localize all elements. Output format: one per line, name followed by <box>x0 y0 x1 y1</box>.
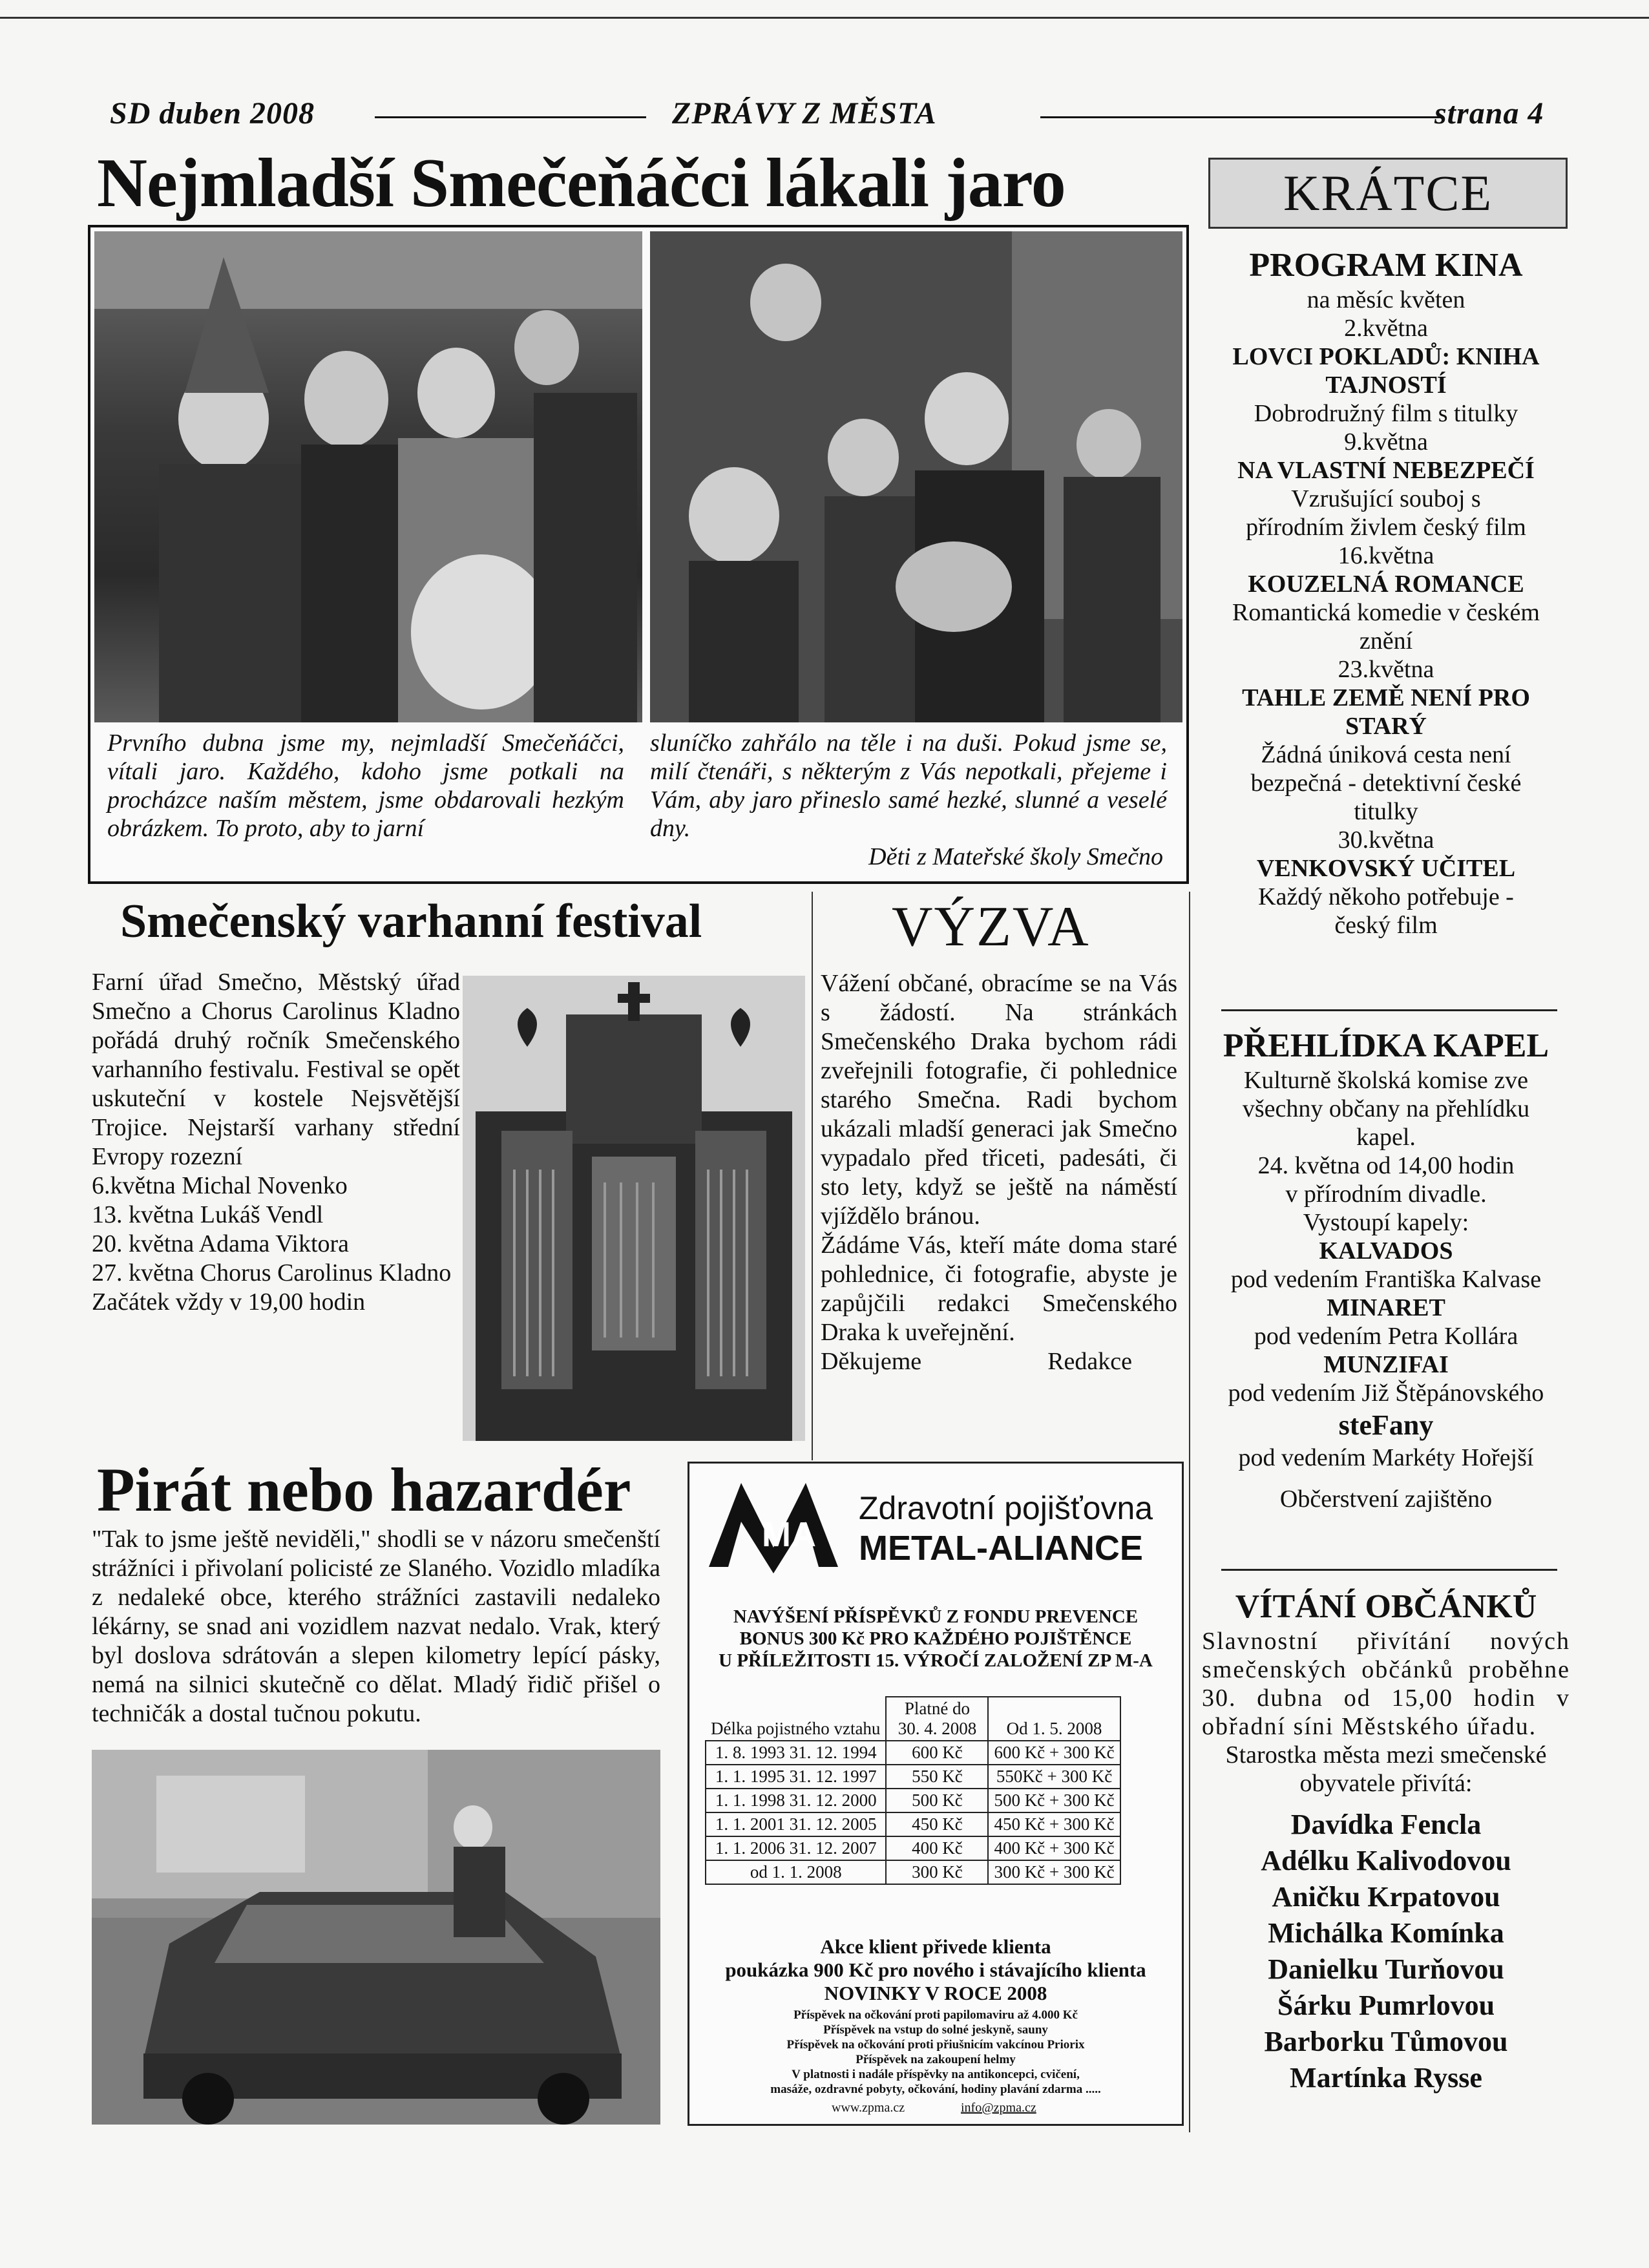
caption-left: Prvního dubna jsme my, nejmladší Smečeňáčci, vítali jaro. Každého, kdoho jsme potkali na procházce naším městem, jsme obdarovali hezkým obrázkem. To proto, aby to jarní <box>107 730 624 842</box>
bands-when: 24. května od 14,00 hodin <box>1257 1152 1515 1179</box>
children-photo-right <box>650 231 1182 722</box>
cinema-item <box>1202 655 1570 826</box>
vyzva-text <box>821 969 1177 1376</box>
main-article-title: Nejmladší Smečeňáčci lákali jaro <box>97 145 1066 222</box>
company-brand: METAL-ALIANCE <box>859 1529 1143 1568</box>
table-row <box>706 1812 1120 1836</box>
ad-promo-line: poukázka 900 Kč pro nového i stávajícího klienta <box>725 1958 1146 1981</box>
band-name: steFany <box>1338 1409 1434 1441</box>
ad-news-item: Příspěvek na vstup do solné jeskyně, sauny <box>823 2023 1048 2037</box>
sidebar-column-rule <box>1189 892 1190 2132</box>
header-section: ZPRÁVY Z MĚSTA <box>672 96 937 131</box>
bands-intro: Kulturně školská komise zve všechny občany na přehlídku kapel. <box>1242 1067 1530 1151</box>
baby-name: Aničku Krpatovou <box>1272 1881 1500 1913</box>
festival-date: 20. května Adama Viktora <box>92 1230 350 1257</box>
cinema-date: 9.května <box>1344 428 1428 456</box>
ad-website[interactable]: www.zpma.cz <box>832 2101 905 2115</box>
header-rule-left <box>375 116 646 118</box>
band-name: MUNZIFAI <box>1323 1351 1449 1378</box>
ad-email[interactable]: info@zpma.cz <box>961 2101 1036 2115</box>
cinema-desc: Dobrodružný film s titulky <box>1254 400 1518 427</box>
baby-name: Martínka Rysse <box>1290 2062 1482 2094</box>
organ-photo <box>463 976 805 1441</box>
pirat-text: "Tak to jsme ještě neviděli," shodli se v názoru smečenští strážníci i přivolaní policisté ze Slaného. Vozidlo mladíka z nedaleké obce, kterého strážníci zastavili nedaleko lékárny, se snad ani vozidlem nazvat nedalo. Vrak, který byl doslova sdrátován a slepen kilometry lepící pásky, nemá na silnici skutečně co dělat. Mladý řidič přišel o techničák a dostal tučnou pokutu. <box>92 1526 660 1727</box>
table-cell: 550 Kč <box>886 1765 988 1789</box>
band-showcase <box>1202 1026 1570 1513</box>
ad-news-item: V platnosti i nadále příspěvky na antikoncepci, cvičení, <box>792 2068 1080 2081</box>
ad-promo <box>689 1935 1182 2005</box>
welcome-title: VÍTÁNÍ OBČÁNKŮ <box>1235 1588 1537 1625</box>
table-row <box>706 1765 1120 1789</box>
main-article-box <box>88 225 1189 884</box>
ad-news-item: masáže, ozdravné pobyty, očkování, hodiny plavání zdarma ..... <box>770 2083 1101 2096</box>
ad-headline <box>689 1606 1182 1672</box>
welcome-intro: Starostka města mezi smečenské obyvatele přivítá: <box>1225 1741 1547 1797</box>
pirat-title: Pirát nebo hazardér <box>97 1455 631 1524</box>
bands-where: v přírodním divadle. <box>1285 1181 1487 1208</box>
table-cell: 1. 1. 1995 31. 12. 1997 <box>706 1765 886 1789</box>
table-row <box>706 1741 1120 1765</box>
ad-news-item: Příspěvek na očkování proti papilomaviru až 4.000 Kč <box>793 2008 1078 2022</box>
baby-name: Danielku Turňovou <box>1268 1953 1504 1985</box>
page-top-rule <box>0 17 1649 19</box>
table-row <box>706 1789 1120 1812</box>
cinema-desc: Romantická komedie v českém znění <box>1232 599 1540 655</box>
cinema-film: NA VLASTNÍ NEBEZPEČÍ <box>1237 457 1535 484</box>
table-header-cell: Délka pojistného vztahu <box>706 1697 886 1741</box>
table-cell: 450 Kč + 300 Kč <box>988 1812 1120 1836</box>
band-name: MINARET <box>1327 1294 1445 1321</box>
table-header-cell: Od 1. 5. 2008 <box>988 1697 1120 1741</box>
festival-date: 13. května Lukáš Vendl <box>92 1201 324 1228</box>
cinema-date: 30.května <box>1338 826 1434 854</box>
insurance-logo <box>702 1476 845 1573</box>
table-cell: 550Kč + 300 Kč <box>988 1765 1120 1789</box>
baby-name: Davídka Fencla <box>1290 1809 1482 1840</box>
table-cell: od 1. 1. 2008 <box>706 1860 886 1884</box>
table-header-row <box>706 1697 1120 1741</box>
table-cell: 500 Kč <box>886 1789 988 1812</box>
baby-welcome <box>1202 1587 1570 2096</box>
cinema-item <box>1202 826 1570 940</box>
cinema-item <box>1202 428 1570 541</box>
ad-headline-line: BONUS 300 Kč PRO KAŽDÉHO POJIŠTĚNCE <box>739 1628 1132 1649</box>
cinema-subtitle: na měsíc květen <box>1307 286 1465 313</box>
wrecked-car-photo <box>92 1750 660 2125</box>
bands-perform: Vystoupí kapely: <box>1303 1209 1469 1236</box>
header-rule-right <box>1040 116 1441 118</box>
table-row <box>706 1836 1120 1860</box>
bands-refreshment: Občerstvení zajištěno <box>1279 1486 1493 1513</box>
ad-headline-line: NAVÝŠENÍ PŘÍSPĚVKŮ Z FONDU PREVENCE <box>733 1606 1139 1627</box>
table-cell: 400 Kč <box>886 1836 988 1860</box>
cinema-desc: Vzrušující souboj s přírodním živlem český film <box>1246 485 1526 541</box>
caption-signature: Děti z Mateřské školy Smečno <box>868 843 1163 870</box>
vyzva-thanks: Děkujeme <box>821 1348 922 1375</box>
header-page: strana 4 <box>1434 96 1544 131</box>
table-cell: 500 Kč + 300 Kč <box>988 1789 1120 1812</box>
table-cell: 1. 1. 1998 31. 12. 2000 <box>706 1789 886 1812</box>
baby-name: Šárku Pumrlovou <box>1277 1990 1495 2021</box>
cinema-film: KOUZELNÁ ROMANCE <box>1248 571 1524 598</box>
ad-promo-line: Akce klient přivede klienta <box>820 1935 1051 1958</box>
table-cell: 450 Kč <box>886 1812 988 1836</box>
sidebar-title: KRÁTCE <box>1208 158 1568 229</box>
ad-news-item: Příspěvek na zakoupení helmy <box>856 2053 1016 2066</box>
sidebar-divider <box>1221 1569 1557 1571</box>
table-cell: 600 Kč <box>886 1741 988 1765</box>
cinema-date: 16.května <box>1338 542 1434 569</box>
ad-headline-line: U PŘÍLEŽITOSTI 15. VÝROČÍ ZALOŽENÍ ZP M-A <box>719 1650 1153 1671</box>
baby-name: Adélku Kalivodovou <box>1261 1845 1511 1876</box>
table-cell: 300 Kč <box>886 1860 988 1884</box>
vyzva-signature: Redakce <box>1047 1348 1132 1375</box>
table-cell: 400 Kč + 300 Kč <box>988 1836 1120 1860</box>
table-cell: 1. 8. 1993 31. 12. 1994 <box>706 1741 886 1765</box>
ad-promo-line: NOVINKY V ROCE 2008 <box>824 1982 1047 2004</box>
vyzva-paragraph: Žádáme Vás, kteří máte doma staré pohlednice, či fotografie, abyste je zapůjčili redakci Smečenského Draka k uveřejnění. <box>821 1232 1177 1346</box>
cinema-film: LOVCI POKLADŮ: KNIHA TAJNOSTÍ <box>1232 343 1540 399</box>
baby-name: Barborku Tůmovou <box>1264 2026 1508 2057</box>
sidebar-divider <box>1221 1009 1557 1011</box>
ad-news-list <box>689 2008 1182 2097</box>
cinema-desc: Žádná úniková cesta není bezpečná - detektivní české titulky <box>1250 741 1522 825</box>
vyzva-column-rule <box>812 892 813 1460</box>
table-row <box>706 1860 1120 1884</box>
cinema-title: PROGRAM KINA <box>1249 247 1523 284</box>
cinema-item <box>1202 314 1570 428</box>
festival-text <box>92 968 460 1317</box>
caption-right: sluníčko zahřálo na těle i na duši. Pokud jsme se, milí čtenáři, s některým z Vás nepotkali, přejeme i Vám, aby jaro přineslo samé hezké, slunné a veselé dny. <box>650 730 1167 842</box>
bands-title: PŘEHLÍDKA KAPEL <box>1223 1027 1549 1064</box>
vyzva-title: VÝZVA <box>892 896 1090 958</box>
header-issue: SD duben 2008 <box>110 96 315 131</box>
band-leader: pod vedením Již Štěpánovského <box>1228 1380 1544 1407</box>
band-name: KALVADOS <box>1319 1237 1453 1265</box>
logo-letters: MA <box>762 1515 816 1554</box>
baby-name: Michálka Komínka <box>1268 1917 1504 1949</box>
table-cell: 300 Kč + 300 Kč <box>988 1860 1120 1884</box>
cinema-date: 23.května <box>1338 656 1434 683</box>
welcome-text: Slavnostní přivítání nových smečenských občánků proběhne 30. dubna od 15,00 hodin v obřadní síni Městského úřadu. <box>1202 1628 1570 1740</box>
festival-start-time: Začátek vždy v 19,00 hodin <box>92 1288 366 1316</box>
festival-title: Smečenský varhanní festival <box>120 895 702 948</box>
table-header-cell: Platné do 30. 4. 2008 <box>886 1697 988 1741</box>
cinema-film: TAHLE ZEMĚ NENÍ PRO STARÝ <box>1242 684 1530 740</box>
band-leader: pod vedením Markéty Hořejší <box>1238 1444 1534 1471</box>
cinema-film: VENKOVSKÝ UČITEL <box>1256 855 1516 882</box>
cinema-date: 2.května <box>1344 315 1428 342</box>
contribution-table <box>705 1696 1121 1885</box>
company-name: Zdravotní pojišťovna <box>859 1490 1153 1526</box>
table-cell: 1. 1. 2001 31. 12. 2005 <box>706 1812 886 1836</box>
vyzva-paragraph: Vážení občané, obracíme se na Vás s žádostí. Na stránkách Smečenského Draka bychom rádi zveřejnili fotografie, či pohlednice starého Smečna. Radi bychom ukázali mladší generaci jak Smečno vypadalo před třiceti, padesáti, či sto lety, když se ještě na náměstí vjíždělo bránou. <box>821 970 1177 1230</box>
cinema-desc: Každý někoho potřebuje - český film <box>1258 883 1514 939</box>
band-leader: pod vedením Petra Kollára <box>1254 1323 1518 1350</box>
festival-date: 6.května Michal Novenko <box>92 1172 348 1199</box>
insurance-ad <box>688 1462 1184 2126</box>
ad-news-item: Příspěvek na očkování proti přiušnicím vakcínou Priorix <box>786 2038 1085 2052</box>
cinema-program <box>1202 246 1570 940</box>
table-cell: 600 Kč + 300 Kč <box>988 1741 1120 1765</box>
festival-date: 27. května Chorus Carolinus Kladno <box>92 1259 452 1286</box>
festival-intro: Farní úřad Smečno, Městský úřad Smečno a Chorus Carolinus Kladno pořádá druhý ročník Smečenského varhanního festivalu. Festival se opět uskuteční v kostele Nejsvětější Trojice. Nejstarší varhany střední Evropy rozezní <box>92 969 460 1170</box>
cinema-item <box>1202 541 1570 655</box>
band-leader: pod vedením Františka Kalvase <box>1230 1266 1542 1293</box>
children-photo-left <box>94 231 642 722</box>
table-cell: 1. 1. 2006 31. 12. 2007 <box>706 1836 886 1860</box>
